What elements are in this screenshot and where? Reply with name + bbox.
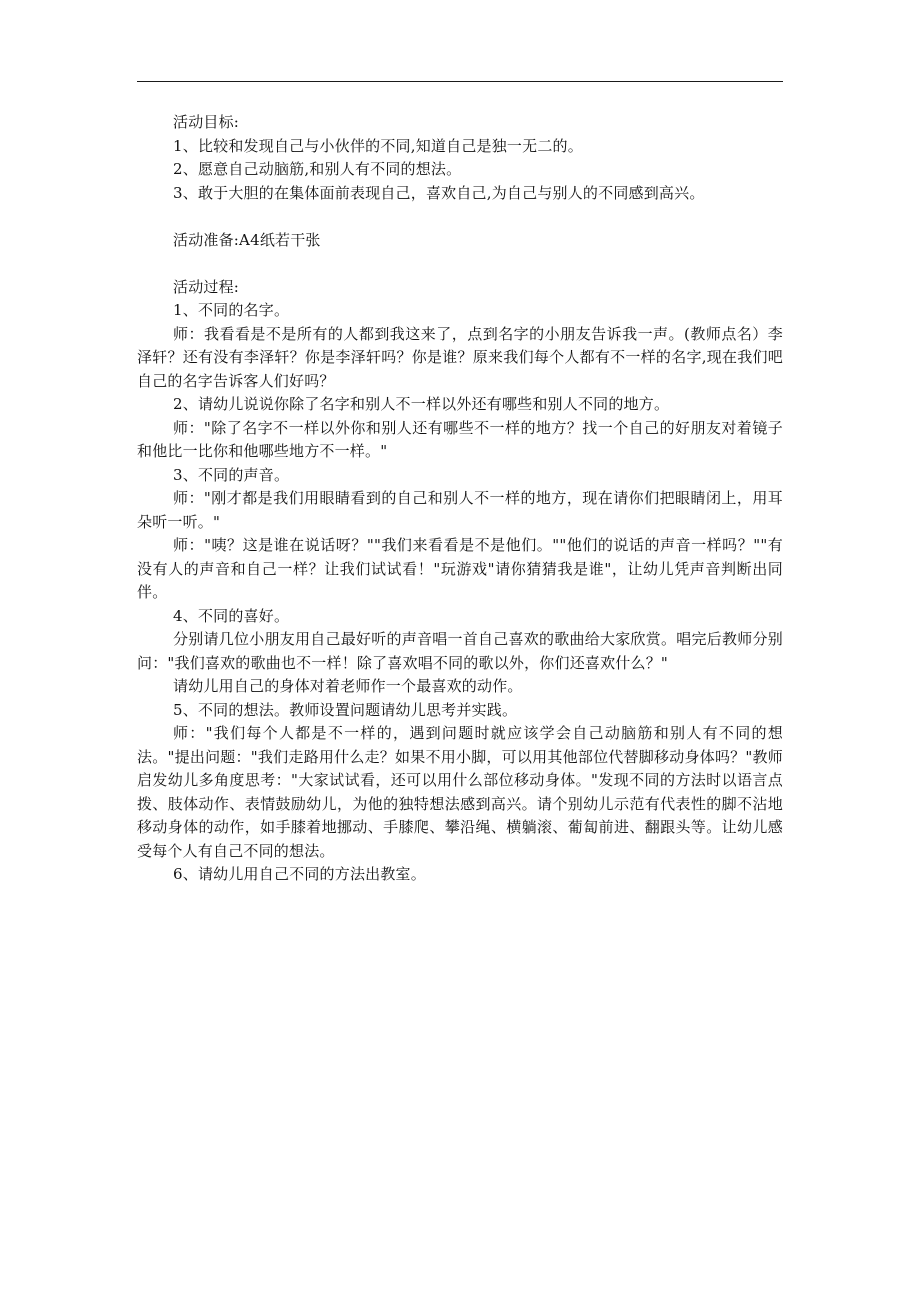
section-gap [137,205,783,229]
goals-heading: 活动目标: [173,113,240,131]
header-rule [137,81,783,82]
process-step-1-title: 1、不同的名字。 [173,301,290,319]
process-step-3-dialogue-1: 师："刚才都是我们用眼睛看到的自己和别人不一样的地方，现在请你们把眼睛闭上，用耳朵听一听。" [137,489,783,531]
process-step-1-dialogue: 师：我看看是不是所有的人都到我这来了，点到名字的小朋友告诉我一声。(教师点名）李泽轩？还有没有李泽轩？你是李泽轩吗？你是谁？原来我们每个人都有不一样的名字,现在我们吧自己的名字告诉客人们好吗？ [137,324,783,390]
process-step-4-text-2: 请幼儿用自己的身体对着老师作一个最喜欢的动作。 [173,677,523,695]
process-step-6-title: 6、请幼儿用自己不同的方法出教室。 [173,865,426,883]
process-step-4-text-1: 分别请几位小朋友用自己最好听的声音唱一首自己喜欢的歌曲给大家欣赏。唱完后教师分别问："我们喜欢的歌曲也不一样！除了喜欢唱不同的歌以外，你们还喜欢什么？" [137,630,783,672]
goal-item-1: 1、比较和发现自己与小伙伴的不同,知道自己是独一无二的。 [173,136,583,155]
process-step-2-dialogue: 师："除了名字不一样以外你和别人还有哪些不一样的地方？找一个自己的好朋友对着镜子和他比一比你和他哪些地方不一样。" [137,418,783,460]
process-heading: 活动过程: [173,277,240,296]
section-gap [137,252,783,276]
process-step-2-title: 2、请幼儿说说你除了名字和别人不一样以外还有哪些和别人不同的地方。 [173,395,670,413]
preparation-text: 活动准备:A4纸若干张 [173,230,321,249]
document-body [137,111,783,887]
process-step-5-title: 5、不同的想法。教师设置问题请幼儿思考并实践。 [173,700,518,719]
goal-item-2: 2、愿意自己动脑筋,和别人有不同的想法。 [173,160,462,178]
process-step-5-dialogue: 师："我们每个人都是不一样的，遇到问题时就应该学会自己动脑筋和别人有不同的想法。"提出问题："我们走路用什么走？如果不用小脚，可以用其他部位代替脚移动身体吗？"教师启发幼儿多角度思考："大家试试看，还可以用什么部位移动身体。"发现不同的方法时以语言点拨、肢体动作、表情鼓励幼儿，为他的独特想法感到高兴。请个别幼儿示范有代表性的脚不沾地移动身体的动作，如手膝着地挪动、手膝爬、攀沿绳、横躺滚、葡匐前进、翻跟头等。让幼儿感受每个人有自己不同的想法。 [137,724,783,860]
process-step-3-dialogue-2: 师："咦？这是谁在说话呀？""我们来看看是不是他们。""他们的说话的声音一样吗？""有没有人的声音和自己一样？让我们试试看！"玩游戏"请你猜猜我是谁"，让幼儿凭声音判断出同伴。 [137,536,783,601]
goal-item-3: 3、敢于大胆的在集体面前表现自己，喜欢自己,为自己与别人的不同感到高兴。 [173,183,705,202]
process-step-4-title: 4、不同的喜好。 [173,606,290,625]
process-step-3-title: 3、不同的声音。 [173,465,290,484]
